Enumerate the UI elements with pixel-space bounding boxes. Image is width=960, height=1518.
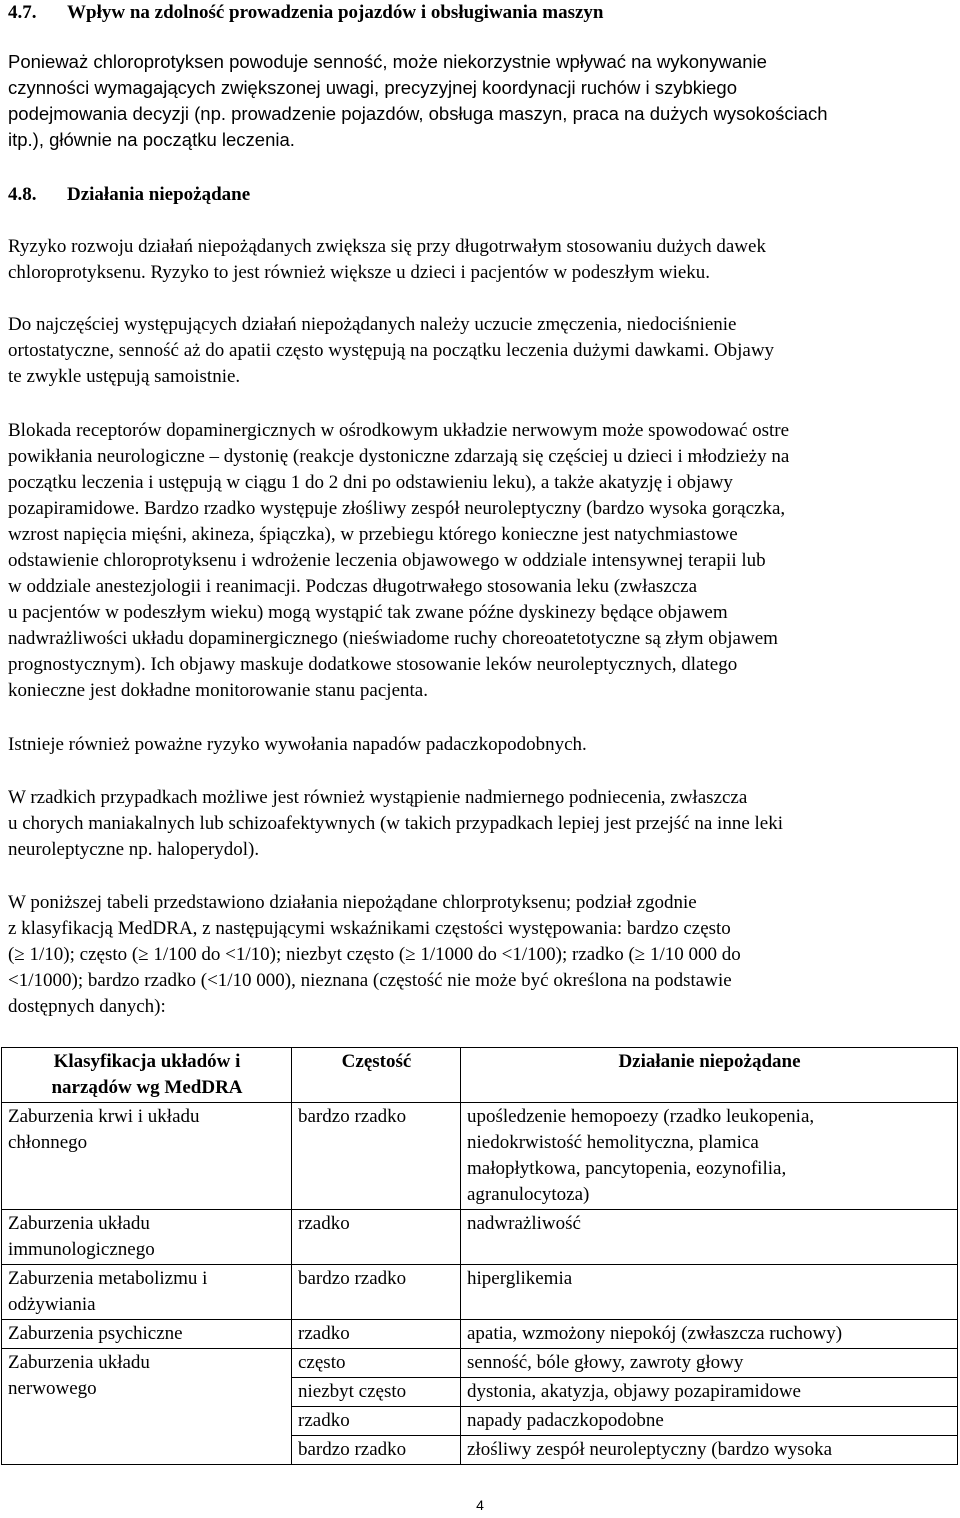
reaction-cell [461,1103,958,1210]
section-number: 4.7. [8,2,37,23]
reaction-cell [461,1265,958,1320]
text-line: napady padaczkopodobne [467,1410,664,1431]
text-line: prognostycznym). Ich objawy maskuje dodatkowe stosowanie leków neuroleptycznych, dlatego [8,654,738,675]
table-header-row [2,1048,958,1103]
text-line: te zwykle ustępują samoistnie. [8,366,241,387]
paragraph-seizures [8,732,953,758]
section-heading-4-8 [8,182,250,208]
text-line: ortostatyczne, senność aż do apatii często występują na początku leczenia dużymi dawkami. Objawy [8,340,775,361]
frequency-cell: niezbyt często [292,1378,461,1407]
text-line: dystonia, akatyzja, objawy pozapiramidowe [467,1381,801,1402]
text-line: z klasyfikacją MedDRA, z następującymi wskaźnikami częstości występowania: bardzo często [8,918,731,939]
text-line: senność, bóle głowy, zawroty głowy [467,1352,744,1373]
header-reaction [461,1048,958,1103]
reaction-cell [461,1349,958,1378]
header-frequency [292,1048,461,1103]
text-line: W poniższej tabeli przedstawiono działania niepożądane chlorprotyksenu; podział zgodnie [8,892,697,913]
text-line: neuroleptyczne np. haloperydol). [8,839,260,860]
text-line: chłonnego [8,1132,88,1153]
section-number: 4.8. [8,184,37,205]
soc-cell [2,1103,292,1210]
text-line: nadwrażliwości układu dopaminergicznego (nieświadome ruchy choreoatetotyczne są złym objawem [8,628,778,649]
text-line: podejmowania decyzji (np. prowadzenie pojazdów, obsługa maszyn, praca na dużych wysokościach [8,103,828,124]
text-line: wzrost napięcia mięśni, akineza, śpiączka), w przebiegu którego konieczne jest natychmiastowe [8,524,738,545]
text-line: niedokrwistość hemolityczna, plamica [467,1132,759,1153]
text-line: upośledzenie hemopoezy (rzadko leukopenia, [467,1106,815,1127]
paragraph-dopamine-blockade [8,418,953,704]
frequency-cell: rzadko [292,1320,461,1349]
text-line: w oddziale anestezjologii i reanimacji. Podczas długotrwałego stosowania leku (zwłaszcza [8,576,698,597]
text-line: odżywiania [8,1294,96,1315]
text-line: nadwrażliwość [467,1213,581,1234]
frequency-cell: bardzo rzadko [292,1436,461,1465]
table-row [2,1320,958,1349]
text-line: hiperglikemia [467,1268,573,1289]
reaction-cell [461,1407,958,1436]
text-line: Zaburzenia psychiczne [8,1323,183,1344]
soc-cell [2,1349,292,1465]
header-soc [2,1048,292,1103]
text-line: immunologicznego [8,1239,155,1260]
text-line: (≥ 1/10); często (≥ 1/100 do <1/10); niezbyt często (≥ 1/1000 do <1/100); rzadko (≥ 1/10 000 do [8,944,741,965]
text-line: agranulocytoza) [467,1184,590,1205]
soc-cell [2,1210,292,1265]
paragraph-excitation [8,785,953,863]
section-heading-4-7 [8,0,603,26]
text-line: Blokada receptorów dopaminergicznych w ośrodkowym układzie nerwowym może spowodować ostre [8,420,790,441]
table-row [2,1349,958,1378]
text-line: nerwowego [8,1378,97,1399]
text-line: odstawienie chloroprotyksenu i wdrożenie leczenia objawowego w oddziale intensywnej terapii lub [8,550,766,571]
paragraph-risk [8,234,953,286]
frequency-cell: bardzo rzadko [292,1103,461,1210]
text-line: Zaburzenia metabolizmu i [8,1268,208,1289]
text-line: Częstość [341,1051,412,1072]
text-line: czynności wymagających zwiększonej uwagi, precyzyjnej koordynacji ruchów i szybkiego [8,77,738,98]
section-title: Działania niepożądane [67,184,251,205]
page-number: 4 [476,1497,484,1513]
text-line: małopłytkowa, pancytopenia, eozynofilia, [467,1158,787,1179]
frequency-cell: rzadko [292,1407,461,1436]
text-line: Działanie niepożądane [618,1051,801,1072]
reaction-cell [461,1320,958,1349]
text-line: Zaburzenia układu [8,1213,150,1234]
table-row [2,1265,958,1320]
text-line: narządów wg MedDRA [51,1077,243,1098]
table-row [2,1210,958,1265]
text-line: dostępnych danych): [8,996,166,1017]
paragraph-common-effects [8,312,953,390]
text-line: Ponieważ chloroprotyksen powoduje senność, może niekorzystnie wpływać na wykonywanie [8,51,767,72]
reaction-cell [461,1378,958,1407]
section-title: Wpływ na zdolność prowadzenia pojazdów i obsługiwania maszyn [67,2,604,23]
text-line: powikłania neurologiczne – dystonię (reakcje dystoniczne zdarzają się częściej u dzieci i młodzieży na [8,446,790,467]
frequency-cell: bardzo rzadko [292,1265,461,1320]
paragraph-driving [8,49,953,153]
text-line: Zaburzenia krwi i układu [8,1106,200,1127]
text-line: początku leczenia i ustępują w ciągu 1 do 2 dni po odstawieniu leku), a także akatyzję i objawy [8,472,733,493]
soc-cell [2,1265,292,1320]
text-line: konieczne jest dokładne monitorowanie stanu pacjenta. [8,680,428,701]
text-line: Zaburzenia układu [8,1352,150,1373]
text-line: <1/1000); bardzo rzadko (<1/10 000), nieznana (częstość nie może być określona na podstawie [8,970,732,991]
text-line: u pacjentów w podeszłym wieku) mogą wystąpić tak zwane późne dyskinezy będące objawem [8,602,728,623]
text-line: apatia, wzmożony niepokój (zwłaszcza ruchowy) [467,1323,843,1344]
paragraph-table-intro [8,890,953,1020]
frequency-cell: często [292,1349,461,1378]
text-line: Do najczęściej występujących działań niepożądanych należy uczucie zmęczenia, niedociśnienie [8,314,737,335]
text-line: Istnieje również poważne ryzyko wywołania napadów padaczkopodobnych. [8,734,587,755]
reaction-cell [461,1436,958,1465]
frequency-cell: rzadko [292,1210,461,1265]
soc-cell [2,1320,292,1349]
text-line: itp.), głównie na początku leczenia. [8,129,295,150]
table-row [2,1103,958,1210]
text-line: złośliwy zespół neuroleptyczny (bardzo wysoka [467,1439,833,1460]
text-line: Ryzyko rozwoju działań niepożądanych zwiększa się przy długotrwałym stosowaniu dużych dawek [8,236,766,257]
text-line: chloroprotyksenu. Ryzyko to jest również większe u dzieci i pacjentów w podeszłym wieku. [8,262,711,283]
text-line: pozapiramidowe. Bardzo rzadko występuje złośliwy zespół neuroleptyczny (bardzo wysoka gorączka, [8,498,786,519]
adverse-reactions-table [1,1047,958,1465]
text-line: u chorych maniakalnych lub schizoafektywnych (w takich przypadkach lepiej jest przejść na inne leki [8,813,784,834]
text-line: W rzadkich przypadkach możliwe jest również wystąpienie nadmiernego podniecenia, zwłaszcza [8,787,748,808]
text-line: Klasyfikacja układów i [53,1051,241,1072]
reaction-cell [461,1210,958,1265]
